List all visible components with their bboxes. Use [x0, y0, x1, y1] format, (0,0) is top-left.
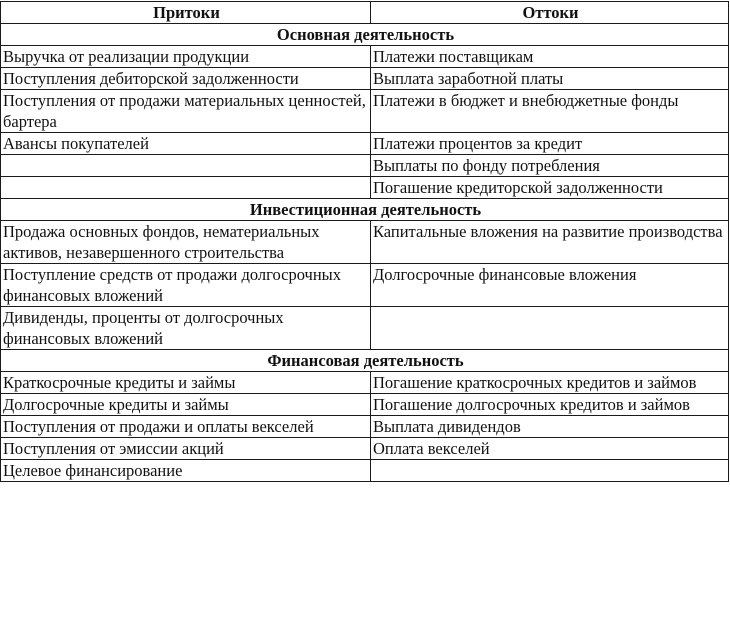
inflow-cell: Поступления от продажи материальных ценностей, бартера [1, 90, 371, 133]
outflow-cell: Платежи процентов за кредит [371, 133, 729, 155]
inflow-cell: Поступление средств от продажи долгосрочных финансовых вложений [1, 264, 371, 307]
inflow-cell: Продажа основных фондов, нематериальных активов, незавершенного строительства [1, 221, 371, 264]
table-row [1, 372, 729, 394]
inflow-cell: Выручка от реализации продукции [1, 46, 371, 68]
section-row [1, 199, 729, 221]
outflow-cell: Платежи поставщикам [371, 46, 729, 68]
inflow-cell: Целевое финансирование [1, 460, 371, 482]
inflow-cell: Поступления от эмиссии акций [1, 438, 371, 460]
table-row [1, 307, 729, 350]
inflow-cell: Поступления от продажи и оплаты векселей [1, 416, 371, 438]
table-row [1, 221, 729, 264]
outflow-cell [371, 307, 729, 350]
inflow-cell: Авансы покупателей [1, 133, 371, 155]
table-row [1, 394, 729, 416]
section-title-financing: Финансовая деятельность [1, 350, 729, 372]
inflow-cell: Дивиденды, проценты от долгосрочных финансовых вложений [1, 307, 371, 350]
outflow-cell: Оплата векселей [371, 438, 729, 460]
table-row [1, 46, 729, 68]
outflow-cell: Выплаты по фонду потребления [371, 155, 729, 177]
section-title-investing: Инвестиционная деятельность [1, 199, 729, 221]
section-title-operating: Основная деятельность [1, 24, 729, 46]
section-row [1, 350, 729, 372]
table-row [1, 264, 729, 307]
outflow-cell: Погашение краткосрочных кредитов и займов [371, 372, 729, 394]
outflow-cell: Выплата заработной платы [371, 68, 729, 90]
table-row [1, 133, 729, 155]
cash-flow-table [0, 1, 729, 482]
outflow-cell [371, 460, 729, 482]
table-row [1, 68, 729, 90]
header-outflows: Оттоки [371, 2, 729, 24]
header-row [1, 2, 729, 24]
inflow-cell [1, 155, 371, 177]
table-row [1, 90, 729, 133]
outflow-cell: Погашение кредиторской задолженности [371, 177, 729, 199]
inflow-cell: Долгосрочные кредиты и займы [1, 394, 371, 416]
table-row [1, 155, 729, 177]
outflow-cell: Капитальные вложения на развитие производства [371, 221, 729, 264]
header-inflows: Притоки [1, 2, 371, 24]
inflow-cell: Поступления дебиторской задолженности [1, 68, 371, 90]
outflow-cell: Платежи в бюджет и внебюджетные фонды [371, 90, 729, 133]
outflow-cell: Погашение долгосрочных кредитов и займов [371, 394, 729, 416]
table-row [1, 460, 729, 482]
table-row [1, 438, 729, 460]
section-row [1, 24, 729, 46]
table-row [1, 177, 729, 199]
inflow-cell [1, 177, 371, 199]
outflow-cell: Долгосрочные финансовые вложения [371, 264, 729, 307]
table-row [1, 416, 729, 438]
inflow-cell: Краткосрочные кредиты и займы [1, 372, 371, 394]
outflow-cell: Выплата дивидендов [371, 416, 729, 438]
